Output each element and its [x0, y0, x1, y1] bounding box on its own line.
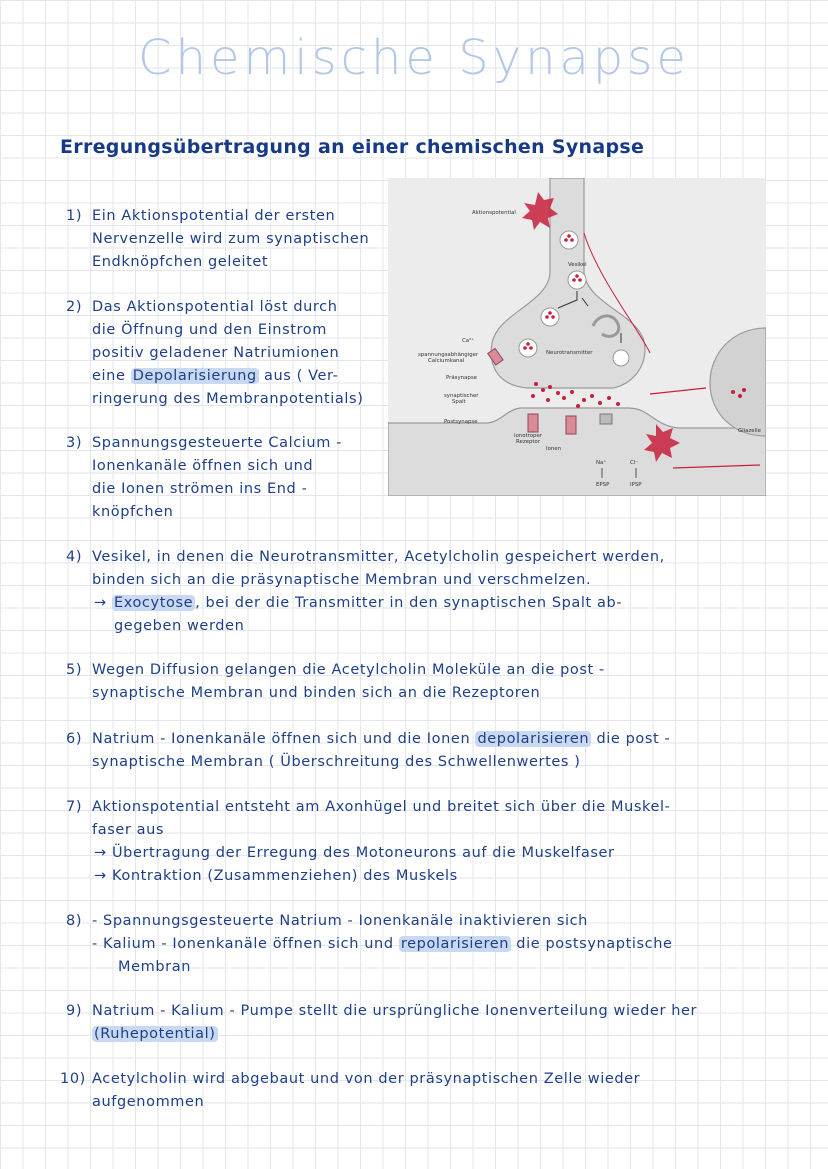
step-text: - Kalium - Ionenkanäle öffnen sich und — [92, 936, 394, 952]
vesicle — [541, 308, 559, 326]
step-text-line: synaptische Membran ( Überschreitung des Schwellenwertes ) — [92, 754, 581, 770]
step-text-line: Ein Aktionspotential der ersten — [92, 208, 336, 224]
step-text-line: Nervenzelle wird zum synaptischen — [92, 231, 370, 247]
arrow-glyph: → — [94, 595, 107, 611]
step-text-line: Acetylcholin wird abgebaut und von der präsynaptischen Zelle wieder — [92, 1071, 641, 1087]
highlighted-term: repolarisieren — [400, 936, 510, 952]
step-text-line: → Übertragung der Erregung des Motoneurons auf die Muskelfaser — [94, 845, 615, 861]
step-text-line: Das Aktionspotential löst durch — [92, 299, 338, 315]
step-text-line: gegeben werden — [114, 618, 245, 634]
vesicle — [519, 339, 537, 357]
step-text-line: Natrium - Kalium - Pumpe stellt die ursprüngliche Ionenverteilung wieder her — [92, 1003, 698, 1019]
step-number: 6) — [66, 731, 83, 747]
step-text-line: faser aus — [92, 822, 165, 838]
label-calciumkanal: Calciumkanal — [428, 358, 465, 364]
step-number: 5) — [66, 662, 83, 678]
step-number: 10) — [60, 1071, 86, 1087]
step-10 — [60, 1068, 806, 1114]
label-gliazelle: Gliazelle — [738, 428, 761, 434]
vesicle — [560, 231, 578, 249]
label-cl: Cl⁻ — [630, 460, 639, 466]
step-text-line: Vesikel, in denen die Neurotransmitter, Acetylcholin gespeichert werden, — [92, 549, 665, 565]
label-epsp: EPSP — [596, 482, 610, 488]
step-text-line: Spannungsgesteuerte Calcium - — [92, 435, 342, 451]
glia-cell — [710, 328, 766, 436]
step-number: 4) — [66, 549, 83, 565]
step-6 — [66, 728, 806, 774]
step-text-line: → Kontraktion (Zusammenziehen) des Muskels — [94, 868, 458, 884]
step-text: aus ( Ver- — [264, 368, 339, 384]
label-neurotransmitter: Neurotransmitter — [546, 350, 593, 356]
step-text: Natrium - Ionenkanäle öffnen sich und die Ionen — [92, 731, 471, 747]
step-number: 1) — [66, 208, 83, 224]
step-7 — [66, 796, 806, 888]
step-3 — [66, 432, 386, 524]
label-calcium: Ca²⁺ — [462, 338, 475, 344]
label-ionen: Ionen — [546, 446, 562, 452]
label-spalt: Spalt — [452, 399, 466, 405]
step-1 — [66, 205, 386, 274]
step-9 — [66, 1000, 806, 1046]
synapse-illustration — [388, 178, 766, 496]
step-text: eine — [92, 368, 126, 384]
step-text-line — [92, 592, 806, 615]
label-rezeptor: ionotroper — [514, 433, 542, 439]
step-text: , bei der die Transmitter in den synaptischen Spalt ab- — [195, 595, 623, 611]
step-text-line: positiv geladener Natriumionen — [92, 345, 340, 361]
ionotropic-receptor — [566, 416, 576, 434]
step-text-line: die Öffnung und den Einstrom — [92, 322, 327, 338]
step-text-line: die Ionen strömen ins End - — [92, 481, 308, 497]
label-postsynapse: Postsynapse — [444, 419, 478, 425]
step-number: 2) — [66, 299, 83, 315]
signal-path — [650, 388, 706, 394]
highlighted-term: depolarisieren — [477, 731, 590, 747]
step-4 — [66, 546, 806, 638]
step-text-line — [92, 1023, 806, 1046]
label-vesikel: Vesikel — [568, 262, 587, 268]
label-aktionspotential: Aktionspotential — [472, 210, 516, 216]
ionotropic-receptor — [528, 414, 538, 432]
step-text-line: knöpfchen — [92, 504, 174, 520]
label-calciumkanal: spannungsabhängiger — [418, 352, 479, 358]
step-8 — [66, 910, 806, 979]
step-text-line: synaptische Membran und binden sich an die Rezeptoren — [92, 685, 541, 701]
step-number: 3) — [66, 435, 83, 451]
step-number: 8) — [66, 913, 83, 929]
section-heading: Erregungsübertragung an einer chemischen Synapse — [60, 136, 645, 158]
highlighted-term: (Ruhepotential) — [94, 1026, 216, 1042]
step-text-line: Endknöpfchen geleitet — [92, 254, 269, 270]
page-title: Chemische Synapse — [138, 30, 690, 86]
label-ipsp: IPSP — [630, 482, 642, 488]
step-text-line: ringerung des Membranpotentials) — [92, 391, 364, 407]
step-text-line — [92, 933, 806, 956]
step-text-line: Membran — [118, 959, 191, 975]
step-number: 7) — [66, 799, 83, 815]
label-spalt: synaptischer — [444, 393, 479, 399]
step-text-line: binden sich an die präsynaptische Membran und verschmelzen. — [92, 572, 592, 588]
step-2 — [66, 296, 396, 411]
step-text-line — [92, 365, 396, 388]
label-rezeptor: Rezeptor — [516, 439, 541, 445]
synapse-diagram — [388, 178, 766, 496]
step-5 — [66, 659, 806, 705]
step-number: 9) — [66, 1003, 83, 1019]
step-text: die postsynaptische — [516, 936, 673, 952]
step-text-line: aufgenommen — [92, 1094, 205, 1110]
step-text-line — [92, 728, 806, 751]
step-text-line: - Spannungsgesteuerte Natrium - Ionenkanäle inaktivieren sich — [92, 913, 588, 929]
label-praesynapse: Präsynapse — [446, 375, 477, 381]
empty-vesicle — [613, 350, 629, 366]
step-text-line: Wegen Diffusion gelangen die Acetylcholin Moleküle an die post - — [92, 662, 605, 678]
step-text: die post - — [596, 731, 671, 747]
label-na: Na⁺ — [596, 460, 607, 466]
step-text-line: Aktionspotential entsteht am Axonhügel und breitet sich über die Muskel- — [92, 799, 671, 815]
step-text-line: Ionenkanäle öffnen sich und — [92, 458, 314, 474]
highlighted-term: Exocytose — [113, 595, 194, 611]
highlighted-term: Depolarisierung — [132, 368, 257, 384]
vesicle — [568, 271, 586, 289]
transporter — [600, 414, 612, 424]
